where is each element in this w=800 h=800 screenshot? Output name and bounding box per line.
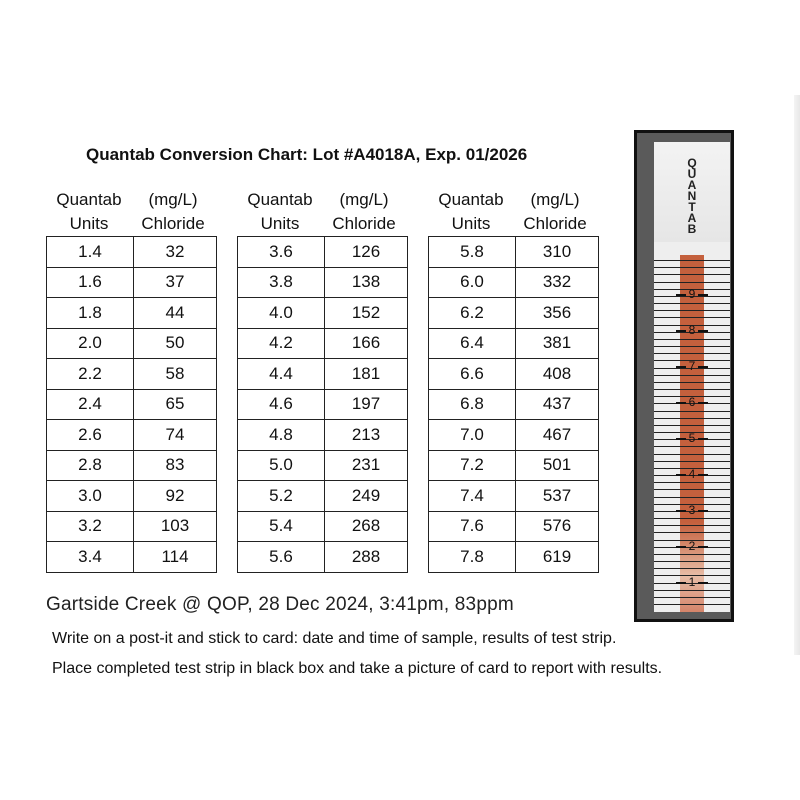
instruction-line-1: Write on a post-it and stick to card: date and time of sample, results of test strip. — [52, 630, 617, 647]
units-cell: 6.2 — [429, 298, 516, 329]
scale-dash — [698, 546, 708, 548]
table-row — [429, 359, 599, 390]
scale-dash — [676, 294, 686, 296]
chloride-cell: 166 — [325, 328, 408, 359]
color-band-lower — [680, 522, 704, 612]
units-cell: 6.0 — [429, 267, 516, 298]
table-row — [429, 481, 599, 512]
units-header-line1: Quantab — [438, 190, 504, 209]
scale-dash — [676, 510, 686, 512]
conversion-table-1 — [46, 236, 217, 573]
strip-brand-letter: B — [687, 222, 697, 236]
chloride-header — [132, 188, 214, 236]
table-row — [47, 267, 217, 298]
scale-tick — [654, 346, 730, 347]
chloride-cell: 537 — [516, 481, 599, 512]
units-header-line2: Units — [260, 214, 300, 233]
units-cell: 6.6 — [429, 359, 516, 390]
chloride-cell: 32 — [134, 237, 217, 268]
table-row — [238, 237, 408, 268]
table-row — [47, 450, 217, 481]
scale-dash — [676, 402, 686, 404]
scale-tick — [654, 353, 730, 354]
table-row — [47, 420, 217, 451]
chloride-cell: 197 — [325, 389, 408, 420]
chloride-cell: 467 — [516, 420, 599, 451]
units-cell: 2.0 — [47, 328, 134, 359]
chloride-cell: 181 — [325, 359, 408, 390]
chloride-header-line2: Chloride — [141, 214, 205, 233]
scale-tick — [654, 382, 730, 383]
scale-dash — [676, 474, 686, 476]
units-header-line1: Quantab — [247, 190, 313, 209]
units-cell: 2.4 — [47, 389, 134, 420]
scale-tick — [654, 597, 730, 598]
units-cell: 5.0 — [238, 450, 325, 481]
scale-number: 6 — [688, 395, 696, 409]
units-cell: 7.0 — [429, 420, 516, 451]
scale-dash — [676, 438, 686, 440]
chloride-cell: 576 — [516, 511, 599, 542]
units-header — [428, 188, 514, 236]
chloride-cell: 437 — [516, 389, 599, 420]
scale-dash — [698, 510, 708, 512]
chloride-cell: 310 — [516, 237, 599, 268]
table-row — [238, 450, 408, 481]
instruction-line-2: Place completed test strip in black box and take a picture of card to report with results. — [52, 660, 663, 677]
units-cell: 1.8 — [47, 298, 134, 329]
chloride-header — [514, 188, 596, 236]
scale-tick — [654, 532, 730, 533]
units-header-line2: Units — [69, 214, 109, 233]
units-cell: 7.2 — [429, 450, 516, 481]
scale-tick — [654, 568, 730, 569]
scale-dash — [698, 438, 708, 440]
units-cell: 5.4 — [238, 511, 325, 542]
scale-tick — [654, 303, 730, 304]
scale-tick — [654, 454, 730, 455]
scale-dash — [676, 366, 686, 368]
units-cell: 1.6 — [47, 267, 134, 298]
chloride-cell: 74 — [134, 420, 217, 451]
card-edge — [794, 95, 800, 655]
units-cell: 6.4 — [429, 328, 516, 359]
scale-number: 4 — [688, 467, 696, 481]
chloride-header-line2: Chloride — [523, 214, 587, 233]
scale-tick — [654, 274, 730, 275]
chloride-cell: 332 — [516, 267, 599, 298]
test-strip — [654, 142, 730, 612]
scale-dash — [698, 474, 708, 476]
units-cell: 6.8 — [429, 389, 516, 420]
table-row — [238, 267, 408, 298]
strip-brand-letter: N — [687, 189, 697, 203]
scale-number: 9 — [688, 287, 696, 301]
units-header — [237, 188, 323, 236]
chloride-cell: 356 — [516, 298, 599, 329]
scale-tick — [654, 561, 730, 562]
chloride-cell: 152 — [325, 298, 408, 329]
table-row — [238, 481, 408, 512]
chloride-cell: 408 — [516, 359, 599, 390]
scale-number: 7 — [688, 359, 696, 373]
units-cell: 2.8 — [47, 450, 134, 481]
chloride-cell: 501 — [516, 450, 599, 481]
chloride-header-line1: (mg/L) — [339, 190, 389, 209]
conversion-table-2 — [237, 236, 408, 573]
scale-tick — [654, 282, 730, 283]
units-cell: 4.6 — [238, 389, 325, 420]
units-cell: 2.2 — [47, 359, 134, 390]
scale-dash — [676, 330, 686, 332]
table-row — [429, 298, 599, 329]
units-cell: 4.8 — [238, 420, 325, 451]
units-cell: 7.6 — [429, 511, 516, 542]
strip-brand-letter: T — [688, 200, 696, 214]
units-cell: 1.4 — [47, 237, 134, 268]
scale-tick — [654, 389, 730, 390]
scale-tick — [654, 260, 730, 261]
chloride-cell: 103 — [134, 511, 217, 542]
chloride-cell: 92 — [134, 481, 217, 512]
chloride-header-line1: (mg/L) — [530, 190, 580, 209]
scale-tick — [654, 525, 730, 526]
scale-tick — [654, 339, 730, 340]
table-row — [47, 237, 217, 268]
table-row — [429, 450, 599, 481]
scale-number: 1 — [688, 575, 696, 589]
units-cell: 4.4 — [238, 359, 325, 390]
units-cell: 5.6 — [238, 542, 325, 573]
units-cell: 4.2 — [238, 328, 325, 359]
chart-title: Quantab Conversion Chart: Lot #A4018A, Exp. 01/2026 — [86, 145, 528, 164]
units-cell: 2.6 — [47, 420, 134, 451]
units-header-line2: Units — [451, 214, 491, 233]
chloride-cell: 619 — [516, 542, 599, 573]
table-row — [429, 237, 599, 268]
units-cell: 3.6 — [238, 237, 325, 268]
table-row — [238, 389, 408, 420]
table-row — [47, 298, 217, 329]
test-strip-box — [634, 130, 734, 622]
scale-tick — [654, 310, 730, 311]
units-header-line1: Quantab — [56, 190, 122, 209]
scale-tick — [654, 461, 730, 462]
scale-number: 3 — [688, 503, 696, 517]
table-row — [238, 298, 408, 329]
scale-tick — [654, 590, 730, 591]
scale-tick — [654, 267, 730, 268]
table-row — [238, 359, 408, 390]
handwritten-note: Gartside Creek @ QOP, 28 Dec 2024, 3:41pm, 83ppm — [46, 594, 514, 615]
scale-tick — [654, 489, 730, 490]
chloride-cell: 37 — [134, 267, 217, 298]
units-cell: 4.0 — [238, 298, 325, 329]
chloride-cell: 268 — [325, 511, 408, 542]
scale-dash — [698, 582, 708, 584]
scale-number: 2 — [688, 539, 696, 553]
strip-brand-letter: A — [687, 178, 697, 192]
scale-tick — [654, 317, 730, 318]
chloride-cell: 288 — [325, 542, 408, 573]
scale-number: 8 — [688, 323, 696, 337]
chloride-cell: 65 — [134, 389, 217, 420]
chloride-cell: 231 — [325, 450, 408, 481]
units-cell: 5.2 — [238, 481, 325, 512]
chloride-cell: 138 — [325, 267, 408, 298]
strip-brand-letter: Q — [687, 156, 697, 170]
scale-tick — [654, 554, 730, 555]
units-cell: 3.4 — [47, 542, 134, 573]
scale-tick — [654, 518, 730, 519]
units-header — [46, 188, 132, 236]
units-cell: 3.0 — [47, 481, 134, 512]
table-row — [238, 420, 408, 451]
table-row — [429, 267, 599, 298]
scale-number: 5 — [688, 431, 696, 445]
units-cell: 3.8 — [238, 267, 325, 298]
scale-tick — [654, 604, 730, 605]
table-row — [238, 511, 408, 542]
units-cell: 7.4 — [429, 481, 516, 512]
chloride-cell: 213 — [325, 420, 408, 451]
scale-tick — [654, 425, 730, 426]
units-cell: 3.2 — [47, 511, 134, 542]
units-cell: 5.8 — [429, 237, 516, 268]
scale-dash — [698, 366, 708, 368]
scale-tick — [654, 446, 730, 447]
scale-dash — [698, 330, 708, 332]
scale-tick — [654, 482, 730, 483]
chloride-cell: 249 — [325, 481, 408, 512]
scale-dash — [698, 294, 708, 296]
table-row — [429, 328, 599, 359]
table-row — [238, 542, 408, 573]
table-row — [429, 389, 599, 420]
table-row — [429, 511, 599, 542]
conversion-table-3 — [428, 236, 599, 573]
strip-brand-label — [687, 158, 697, 235]
table-row — [429, 542, 599, 573]
chloride-cell: 114 — [134, 542, 217, 573]
strip-brand-letter: U — [687, 167, 697, 181]
chloride-cell: 58 — [134, 359, 217, 390]
scale-tick — [654, 375, 730, 376]
chloride-cell: 381 — [516, 328, 599, 359]
chloride-cell: 83 — [134, 450, 217, 481]
table-row — [47, 359, 217, 390]
chloride-cell: 44 — [134, 298, 217, 329]
table-row — [47, 389, 217, 420]
chloride-cell: 126 — [325, 237, 408, 268]
scale-tick — [654, 411, 730, 412]
chloride-cell: 50 — [134, 328, 217, 359]
units-cell: 7.8 — [429, 542, 516, 573]
scale-tick — [654, 418, 730, 419]
table-row — [47, 511, 217, 542]
table-row — [429, 420, 599, 451]
chloride-header-line2: Chloride — [332, 214, 396, 233]
table-row — [47, 328, 217, 359]
scale-dash — [676, 582, 686, 584]
scale-dash — [698, 402, 708, 404]
strip-brand-letter: A — [687, 211, 697, 225]
table-row — [47, 542, 217, 573]
table-row — [47, 481, 217, 512]
scale-tick — [654, 497, 730, 498]
table-row — [238, 328, 408, 359]
scale-dash — [676, 546, 686, 548]
chloride-header-line1: (mg/L) — [148, 190, 198, 209]
chloride-header — [323, 188, 405, 236]
